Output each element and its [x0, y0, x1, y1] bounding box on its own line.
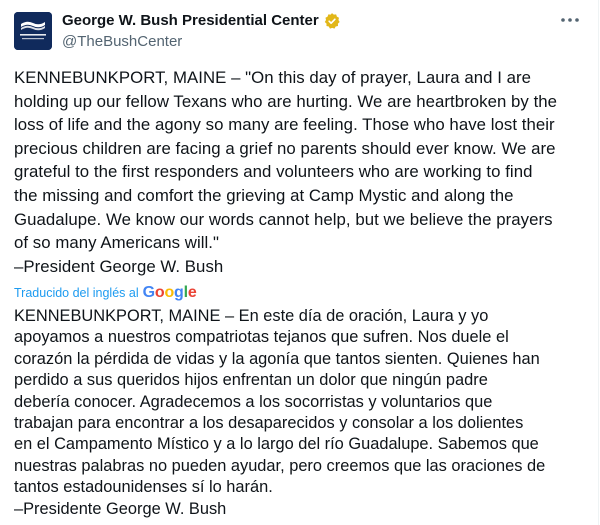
- post-text: KENNEBUNKPORT, MAINE – "On this day of prayer, Laura and I are holding up our fellow Texans who are hurting. We are heartbroken by the loss of life and the agony so many are feeling. Those who have lost their precious children are facing a grief no parents should ever know. We are grateful to the first responders and volunteers who are working to find the missing and comfort the grieving at Camp Mystic and along the Guadalupe. We know our words cannot help, but we believe the prayers of so many Americans will." –President George W. Bush: [14, 68, 558, 276]
- author-display-name[interactable]: George W. Bush Presidential Center: [62, 12, 319, 29]
- author-name-row[interactable]: [62, 11, 341, 31]
- author-handle[interactable]: @TheBushCenter: [62, 33, 183, 50]
- avatar[interactable]: [14, 12, 52, 50]
- translated-post-text: KENNEBUNKPORT, MAINE – En este día de oración, Laura y yo apoyamos a nuestros compatriotas tejanos que sufren. Nos duele el corazón la pérdida de vidas y la agonía que tantos sienten. Quienes han perdido a sus queridos hijos enfrentan un dolor que ningún padre debería conocer. Agradecemos a los socorristas y voluntarios que trabajan para encontrar a los desaparecidos y consolar a los dolientes en el Campamento Místico y a lo largo del río Guadalupe. Sabemos que nuestras palabras no pueden ayudar, pero creemos que las oraciones de tantos estadounidenses sí lo harán. –Presidente George W. Bush: [14, 307, 546, 518]
- translated-label[interactable]: Traducido del inglés al: [14, 286, 139, 300]
- presidential-center-logo-icon: [14, 12, 52, 50]
- translation-attribution[interactable]: [14, 283, 197, 303]
- more-options-icon[interactable]: [558, 10, 582, 30]
- verified-badge-icon: [323, 12, 341, 30]
- google-logo: Google: [142, 284, 197, 301]
